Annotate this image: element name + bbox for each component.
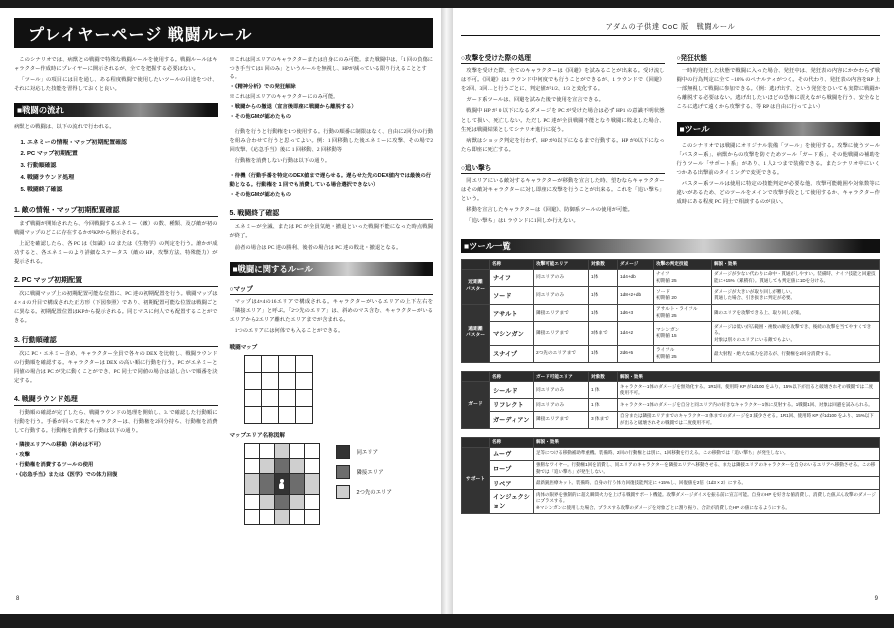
- table-header-group: [462, 372, 490, 382]
- map-cell: [278, 390, 295, 407]
- map-cell: [295, 407, 312, 424]
- tool-name: ガーディアン: [490, 411, 534, 428]
- table-header-targets: 対象数: [589, 372, 618, 382]
- tool-damage: 1d6+3: [618, 304, 654, 322]
- tool-targets: 1 体: [589, 382, 618, 399]
- step-4-note-2: ※これは同エリアのキャラクターにのみ可能。: [229, 94, 339, 101]
- book-spread: [0, 8, 894, 614]
- tool-desc: 最新鋭医療キット。装備時、自身の行う体力回復技能判定に +15%し、回復値を2倍（1d3 × 2）にする。: [534, 477, 880, 490]
- map-cell: [304, 444, 319, 459]
- tool-desc: 強靭なワイヤー。行動権1回を消費し、同エリアのキャラクターを隣接エリアへ移動させる、または隣接エリアのキャラクターを自分のいるエリアへ移動させる。この移動では「追い撃ち」が発生しない。: [534, 460, 880, 477]
- map-cell-two-away: [289, 495, 304, 510]
- battle-map-grid: [244, 355, 313, 424]
- list-item: ・《応急手当》または《医学》での体力回復: [14, 472, 118, 479]
- map-cell: [259, 444, 274, 459]
- tool-desc: 隣のエリアを攻撃できる上、取り回しが楽。: [712, 304, 880, 322]
- map-cell: [295, 390, 312, 407]
- tool-area: 隣接エリアまで: [534, 411, 589, 428]
- map-cell: [244, 373, 261, 390]
- intro-paragraph-2: 「ツール」の項目には目を通し、ある程度戦闘で使用したいツールの目途をつけ、それに対応した技能を習得しておくと良い。: [14, 77, 218, 93]
- page-number-left: 8: [16, 596, 20, 602]
- tool-paragraph-1: このシナリオでは戦闘にオリジナル装備「ツール」を使用する。攻撃に使うツール「バスター系」、病獣からの攻撃を防ぐためツール「ガード系」、その他戦闘の補助を行うツール「サポート系」があり、1 人2 つまで装備できる。またシナリオ中にいくつかある出撃前のタイミングで変更できる。: [676, 142, 880, 176]
- tool-desc: ダメージが少ない代わりに命中・貫通がしやすい。装備時、ナイフ技能と回避技能に+15%（累積有）。貫通しても判定値に1Dを分ける。: [712, 269, 880, 287]
- buster-tool-table: [461, 259, 880, 364]
- step-5-paragraph-1: エネミーが全滅、または PC が全員気絶・撤退といった戦闘不能になった時点戦闘が終了。: [229, 224, 433, 240]
- map-paragraph-1: マップは4×4の16エリアで構成される。キャラクターがいるエリアの上下左右を「隣接エリア」と呼ぶ。「2つ先のエリア」は、斜めのマス含む、キャラクターがいるエリアから2エリア離れたエリアまでが含まれる。: [229, 298, 433, 323]
- map-cell: [304, 510, 319, 525]
- step-2-paragraph-1: 次に戦闘マップ上の初期配置可能な位置に、PC 達の初期配置を行う。戦闘マップは 4 × 4 の升目で構成された正方形（下図参照）であり、初期配置可能な位置は戦闘ごとに異なる。初期配置位置はKPから提示される。同じマスに何人でも配置することができる。: [14, 291, 218, 325]
- table-header-name: 名称: [490, 259, 534, 269]
- map-cell: [244, 407, 261, 424]
- step-4-paragraph-3: 行動権を消費しない行動は以下の通り。: [234, 158, 331, 165]
- section-bar-battle-rules: ■戦闘に関するルール: [230, 262, 434, 276]
- table-row: [462, 398, 880, 411]
- map-cell: [261, 356, 278, 373]
- tool-name: リペア: [490, 477, 534, 490]
- tool-skill: ライフル 初期値 25: [654, 345, 712, 363]
- support-tool-table: [461, 437, 880, 514]
- map-cell: [244, 495, 259, 510]
- tool-skill: アサルト・ライフル 初期値 25: [654, 304, 712, 322]
- step-5-paragraph-2: 前者の場合は PC 達の勝利、後者の場合は PC 達の敗北・撤退となる。: [234, 244, 402, 251]
- table-header-desc: 解説・効果: [618, 372, 880, 382]
- step-3-heading: 3. 行動順確認: [14, 335, 218, 347]
- legend-item-self: [336, 445, 392, 459]
- map-cell: [278, 407, 295, 424]
- section-bar-tool: ■ツール: [677, 122, 881, 136]
- tool-damage: 1d4+2: [618, 322, 654, 345]
- list-item: ・待機（行動手番を特定のDEX値まで遅らせる。遅らせた先のDEX値内では最後の行動となる。行動権を 1 回でも消費している場合選択できない）: [229, 173, 432, 189]
- list-item: ・攻撃: [14, 452, 30, 459]
- tool-area: 同エリアのみ: [534, 269, 589, 287]
- map-legend-caption: マップエリア名称図解: [229, 433, 285, 440]
- map-heading: ○マップ: [230, 283, 434, 295]
- table-header-name: 名称: [490, 372, 534, 382]
- map-cell: [304, 459, 319, 474]
- table-header-desc: 解説・効果: [534, 437, 880, 447]
- map-cell: [261, 407, 278, 424]
- tool-targets: 3 体まで: [589, 411, 618, 428]
- legend-label: 同エリア: [356, 450, 379, 457]
- table-header-guard-area: ガード可能エリア: [534, 372, 589, 382]
- map-cell: [244, 510, 259, 525]
- list-item: 3. 行動順確認: [27, 161, 218, 173]
- table-row: [462, 304, 880, 322]
- map-cell: [244, 444, 259, 459]
- tool-area: 隣接エリアまで: [534, 322, 589, 345]
- tool-desc: 最大射程・絶大な威力を誇るが、行動権を2回分消費する。: [712, 345, 880, 363]
- table-row: [462, 345, 880, 363]
- map-cell: [259, 510, 274, 525]
- map-cell: [244, 356, 261, 373]
- right-page-right-column: [677, 45, 881, 229]
- table-row: [462, 287, 880, 305]
- table-row: [462, 382, 880, 399]
- legend-grid: [244, 443, 320, 525]
- tool-desc: 自分または隣接エリアまでのキャラクター3 体までのダメージを3 減少させる。1R1回、使用時 KP が1d100 をふり、15%以下が出ると破壊されその戦闘では二度使用不可。: [618, 411, 880, 428]
- map-cell: [244, 390, 261, 407]
- tool-desc: ダメージが大きいが取り回しが難しい。 貫通した場合、引き抜きに判定が必要。: [712, 287, 880, 305]
- group-label-support: サポート: [462, 447, 490, 513]
- table-header-desc: 解説・効果: [712, 259, 880, 269]
- map-cell: [295, 373, 312, 390]
- section-bar-tool-list: ■ツール一覧: [461, 239, 880, 253]
- tool-desc: キャラクター1体のダメージを自分と同エリア内の好きなキャラクター1体に反射する。1戦闘1回、対象は回避を試みられる。: [618, 398, 880, 411]
- swatch-adjacent-area: [336, 465, 350, 479]
- map-cell: [278, 373, 295, 390]
- tool-damage: 1d8+2+db: [618, 287, 654, 305]
- swatch-two-away-area: [336, 485, 350, 499]
- tool-damage: 2d6+5: [618, 345, 654, 363]
- battle-flow-steps: [14, 138, 218, 197]
- map-cell: [278, 356, 295, 373]
- legend-item-adjacent: [336, 465, 392, 479]
- tool-desc: ダメージは低いが広範囲・複数の敵を攻撃でき、後続の攻撃を当てやすくできる。 対象は別々のエリアにいる敵でもよい。: [712, 322, 880, 345]
- list-item: 1. エネミーの情報・マップ初期配置確認: [27, 138, 218, 150]
- group-label-far-buster: 遠距離 バスター: [462, 304, 490, 362]
- tool-name: ソード: [490, 287, 534, 305]
- table-header-name: 名称: [490, 437, 534, 447]
- left-page: [0, 8, 447, 614]
- swatch-self-area: [336, 445, 350, 459]
- list-item: ・その他GMが認めたもの: [229, 192, 292, 199]
- attacked-paragraph-4: 病獣はショック判定を行わず、HP が0以下になるまで行動する。HP が0以下になったら即座に死亡する。: [461, 137, 665, 153]
- tool-area: 2つ先のエリアまで: [534, 345, 589, 363]
- tool-name: マシンガン: [490, 322, 534, 345]
- tool-targets: 1体: [589, 269, 618, 287]
- battle-flow-lead: 病獣との戦闘は、以下の流れで行われる。: [14, 124, 115, 131]
- madness-heading: ○発狂状態: [677, 52, 881, 64]
- map-cell: [244, 459, 259, 474]
- legend-item-two-away: [336, 485, 392, 499]
- step-1-paragraph-1: まず戦闘が開始されたら、今回戦闘するエネミー（敵）の数、種類、及び敵が初の戦闘マップのどこに存在するかがKPから開示される。: [14, 220, 218, 236]
- tool-targets: 1体: [589, 304, 618, 322]
- right-page-left-column: [461, 45, 665, 229]
- tool-targets: 1 体: [589, 398, 618, 411]
- right-page: [447, 8, 894, 614]
- table-header-group: [462, 437, 490, 447]
- map-cell-adjacent: [259, 474, 274, 495]
- tool-desc: 肉体の限界を強制的に超え瞬間火力を上げる戦闘サポート機能。攻撃ダメージダイスを振る前に宣言可能。自身のHP を好きな値消費し、消費した値ぶん攻撃のダメージにプラスする。 ※マシンガンに使用した場合、プラスする攻撃のダメージを対象ごとに割り振り、合計が消費したHP の値になるようにする。: [534, 490, 880, 513]
- tool-name: インジェクション: [490, 490, 534, 513]
- list-item: ・《精神分析》での発狂解除: [229, 84, 296, 91]
- tool-name: ムーヴ: [490, 447, 534, 460]
- step-1-heading: 1. 敵の情報・マップ初期配置確認: [14, 205, 218, 217]
- map-cell: [289, 444, 304, 459]
- step-4-paragraph-2: 行動を行うと行動権を1つ使用する。行動の順番に制限はなく、自由に2回分の行動を組み合わせて行うと思ってよい。例：1 回移動した後エネミーに攻撃、その場で2 回攻撃、《応急手当》後に 1 回移動、2 回移動等: [229, 128, 433, 154]
- legend-label: 隣接エリア: [356, 470, 384, 477]
- counter-heading: ○追い撃ち: [461, 162, 665, 174]
- tool-name: アサルト: [490, 304, 534, 322]
- map-cell-two-away: [244, 474, 259, 495]
- table-row: [462, 490, 880, 513]
- page-title: プレイヤーページ 戦闘ルール: [14, 18, 433, 48]
- map-cell: [261, 373, 278, 390]
- table-row: [462, 477, 880, 490]
- intro-paragraph-1: このシナリオでは、病獣との戦闘で特殊な戦闘ルールを使用する。戦闘ルールはキャラクター作成時にプレイヤーに開示されるが、全てを把握する必要はない。: [14, 57, 218, 73]
- list-item: ・行動権を消費するツールの使用: [14, 462, 94, 469]
- table-row: [462, 411, 880, 428]
- legend-label: 2つ先のエリア: [356, 490, 392, 497]
- tool-skill: ナイフ 初期値 25: [654, 269, 712, 287]
- map-legend-diagram: [244, 443, 434, 525]
- tool-area: 同エリアのみ: [534, 398, 589, 411]
- table-header-skill: 攻撃の判定技能: [654, 259, 712, 269]
- running-head: アダムの子供達 CoC 版 戦闘ルール: [605, 22, 736, 31]
- header-rule: [461, 35, 880, 36]
- attacked-paragraph-3: 戦闘中 HP が 0 以下になるダメージを PC が受けた場合は必ず HP1 の意識不明状態として扱い、死亡しない。ただし PC 達が全員戦闘不能となり戦闘に敗北した場合、生死は戦闘結果としてシナリオ進行に従う。: [461, 108, 665, 133]
- map-cell-adjacent: [289, 474, 304, 495]
- map-cell-two-away: [274, 510, 289, 525]
- counter-paragraph-3: 「追い撃ち」は1 ラウンドに1回しか行えない。: [466, 218, 579, 225]
- player-pawn-icon: [279, 479, 284, 488]
- group-label-guard: ガード: [462, 382, 490, 429]
- table-row: [462, 269, 880, 287]
- map-cell: [304, 495, 319, 510]
- tool-targets: 3体まで: [589, 322, 618, 345]
- table-header-damage: ダメージ: [618, 259, 654, 269]
- legend-items: [336, 443, 392, 499]
- table-header-group: [462, 259, 490, 269]
- map-cell-two-away: [289, 459, 304, 474]
- section-bar-battle-flow: ■戦闘の流れ: [14, 103, 218, 117]
- step-4-paragraph-1: 行動順の確認が完了したら、戦闘ラウンドの処理を開始し、3. で確認した行動順に行動を行う。手番が回って来たキャラクターは、行動権を2回分持ち、行動権を消費して行動する。行動権を消費する行動は以下の通り。: [14, 410, 218, 435]
- tool-area: 隣接エリアまで: [534, 304, 589, 322]
- tool-area: 同エリアのみ: [534, 287, 589, 305]
- table-header-area: 攻撃可能エリア: [534, 259, 589, 269]
- right-page-columns: [461, 45, 880, 229]
- left-page-columns: [14, 56, 433, 525]
- list-item: 5. 戦闘終了確認: [27, 185, 218, 197]
- counter-paragraph-2: 移動を宣言したキャラクターは《回避》、防御系ツールの使用が可能。: [466, 207, 633, 214]
- map-cell: [261, 390, 278, 407]
- step-2-heading: 2. PC マップ初期配置: [14, 275, 218, 287]
- tool-skill: マシンガン 初期値 15: [654, 322, 712, 345]
- step-4-note-1: ※これは同エリアのキャラクターまたは自身にのみ可能。また戦闘中は、「1 回の負傷につき手当ては1 回のみ」というルールを無視し、HPが減っている限り行えることとする。: [229, 57, 433, 81]
- list-item: 2. PC マップ初期配置: [27, 149, 218, 161]
- left-column: [14, 56, 218, 525]
- map-paragraph-2: 1つのエリアには何体でも入ることができる。: [234, 328, 344, 335]
- table-row: [462, 447, 880, 460]
- list-item: ・戦闘からの撤退（宣言後即座に戦闘から離脱する）: [229, 103, 357, 110]
- tool-paragraph-2: バスター系ツールは使用に特定の技能判定が必要な他、攻撃可能範囲や対象数等に違いがあるため、どのツールをメインで攻撃手段として使用するか、キャラクター作成時にある程度 PC 同士で相談するのが良い。: [676, 180, 880, 206]
- table-header-targets: 対象数: [589, 259, 618, 269]
- list-item: ・その他GMが認めたもの: [229, 113, 292, 120]
- map-cell: [289, 510, 304, 525]
- map-cell-adjacent: [274, 495, 289, 510]
- step-5-heading: 5. 戦闘終了確認: [230, 208, 434, 220]
- tool-targets: 1体: [589, 345, 618, 363]
- guard-tool-table: [461, 371, 880, 429]
- battle-map-caption: 戦闘マップ: [229, 345, 258, 352]
- step-4-heading: 4. 戦闘ラウンド処理: [14, 394, 218, 406]
- attacked-heading: ○攻撃を受けた際の処理: [461, 52, 665, 64]
- tool-name: リフレクト: [490, 398, 534, 411]
- table-row: [462, 460, 880, 477]
- tool-targets: 1体: [589, 287, 618, 305]
- map-cell: [295, 356, 312, 373]
- page-number-right: 9: [874, 596, 878, 602]
- tool-name: ナイフ: [490, 269, 534, 287]
- map-cell-two-away: [259, 459, 274, 474]
- list-item: ・隣接エリアへの移動（斜めは不可）: [14, 442, 104, 449]
- map-cell-self: [274, 474, 289, 495]
- tool-desc: キャラクター1体のダメージを無効化する。1R1回、使用時 KP が1d100 をふり、15%以下が出ると破壊されその戦闘では二度使用不可。: [618, 382, 880, 399]
- map-cell-two-away: [259, 495, 274, 510]
- counter-paragraph-1: 同エリアにいる敵対するキャラクターが移動を宣言した時、望むならキャラクターはその敵対キャラクターに対し即座に攻撃を行うことが出来る。これを「追い撃ち」という。: [461, 177, 665, 203]
- madness-paragraph-1: 一時的発狂した状態で戦闘に入った場合、発狂中は、発狂表の内容にかかわらず戦闘中の行為判定に全て −10% のペナルティがつく。その代わり、発狂表の内容をRP 上一部無視して戦闘に参加できる。（例：逃げ出す、という発狂をひいても実際に戦闘から離脱する必要はない。逃げ出したいほどの恐怖に震えながら戦闘を行う、安全なところに逃げて遠くから攻撃する、等 RP は自由に行ってよい）: [676, 68, 881, 111]
- map-cell-two-away: [304, 474, 319, 495]
- step-3-paragraph-1: 次に PC・エネミー含め、キャラクター全員で各々の DEX を比較し、戦闘ラウンドの行動順を確認する。キャラクターは DEX の高い順に行動を行う。PC がエネミーと同値の場合は PC が先に動くことができ、PC 同士で同値の場合は話し合いで順番を決定する。: [14, 350, 218, 384]
- tool-skill: ソード 初期値 20: [654, 287, 712, 305]
- right-column: [230, 56, 434, 525]
- tool-name: スナイプ: [490, 345, 534, 363]
- step-1-paragraph-2: 上記を確認したら、各 PC は《知識》1/2 または《生物学》の判定を行う。誰かが成功すると、各エネミーのより詳細なステータス（敵の HP、攻撃方法、特殊能力）が提示される。: [14, 240, 218, 266]
- group-label-near-buster: 近距離 バスター: [462, 269, 490, 304]
- tool-damage: 1d4+db: [618, 269, 654, 287]
- table-row: [462, 322, 880, 345]
- attacked-paragraph-2: ガード系ツールは、回避を試みた後で使用を宣言できる。: [466, 97, 604, 104]
- map-cell-two-away: [274, 444, 289, 459]
- map-cell-adjacent: [274, 459, 289, 474]
- tool-name: シールド: [490, 382, 534, 399]
- tool-name: ロープ: [490, 460, 534, 477]
- tool-area: 同エリアのみ: [534, 382, 589, 399]
- tool-desc: 足等につける移動補助準重機。装備時、2回の行動権とは別に、1回移動を行える。この移動では「追い撃ち」が発生しない。: [534, 447, 880, 460]
- attacked-paragraph-1: 攻撃を受けた際、全てのキャラクターは《回避》を試みることが出来る。受け流しは不可。《回避》は1 ラウンド中何度でも行うことができるが、1 ラウンドで《回避》を2回、3回…と行うごとに、判定値が1/2、1/3 と変化する。: [461, 68, 665, 93]
- list-item: 4. 戦闘ラウンド処理: [27, 173, 218, 185]
